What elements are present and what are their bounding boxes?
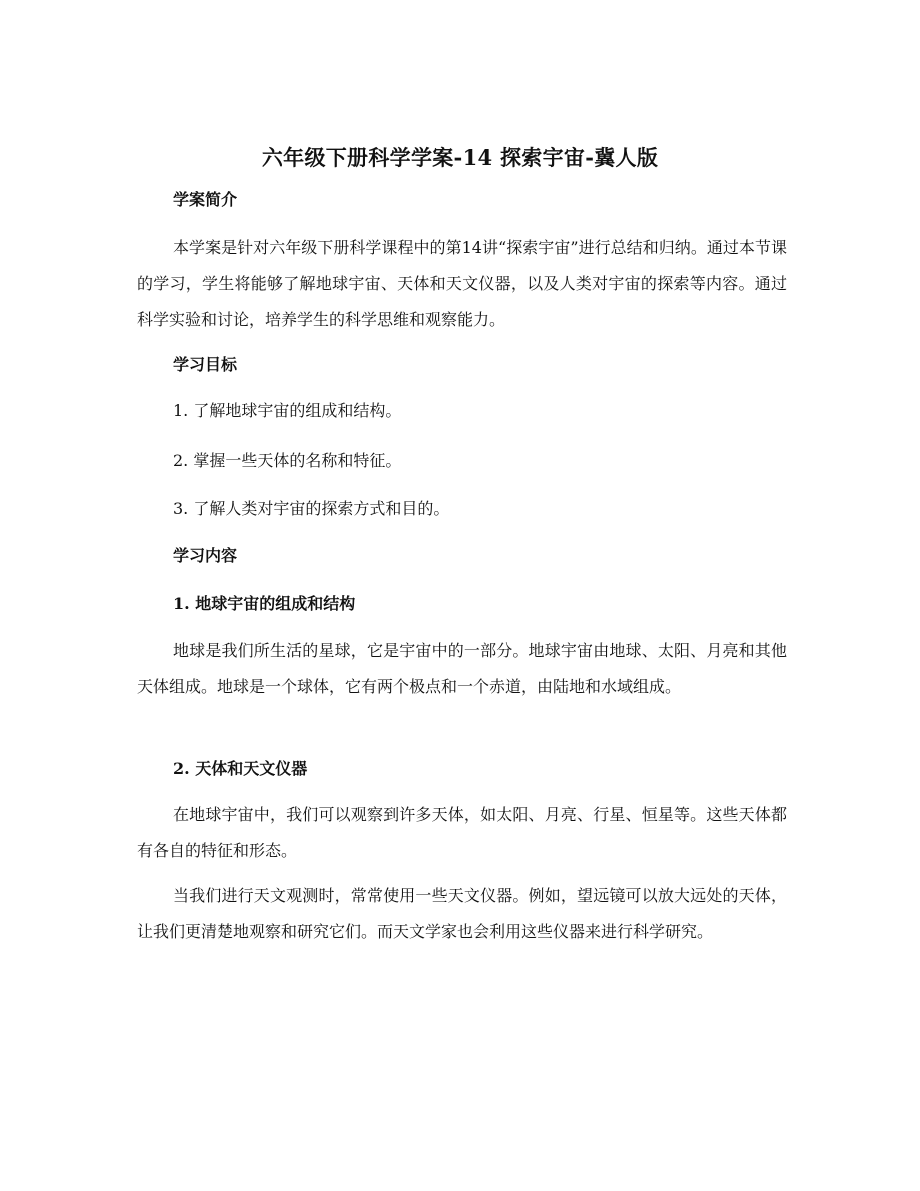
subsection-2-paragraph-1: 在地球宇宙中，我们可以观察到许多天体，如太阳、月亮、行星、恒星等。这些天体都有各自的特征和形态。 xyxy=(137,805,787,860)
section-heading-intro: 学案简介 xyxy=(173,190,238,209)
subsection-heading-2: 2. 天体和天文仪器 xyxy=(173,759,308,778)
subsection-1-paragraph: 地球是我们所生活的星球，它是宇宙中的一部分。地球宇宙由地球、太阳、月亮和其他天体组成。地球是一个球体，它有两个极点和一个赤道，由陆地和水域组成。 xyxy=(137,641,787,696)
subsection-heading-1: 1. 地球宇宙的组成和结构 xyxy=(173,594,356,613)
subsection-2-paragraph-2: 当我们进行天文观测时，常常使用一些天文仪器。例如，望远镜可以放大远处的天体，让我们更清楚地观察和研究它们。而天文学家也会利用这些仪器来进行科学研究。 xyxy=(137,886,787,941)
intro-paragraph: 本学案是针对六年级下册科学课程中的第14讲“探索宇宙”进行总结和归纳。通过本节课的学习，学生将能够了解地球宇宙、天体和天文仪器，以及人类对宇宙的探索等内容。通过科学实验和讨论，培养学生的科学思维和观察能力。 xyxy=(137,238,787,329)
goal-item-3: 3. 了解人类对宇宙的探索方式和目的。 xyxy=(173,499,450,518)
goal-item-1: 1. 了解地球宇宙的组成和结构。 xyxy=(173,401,402,420)
section-heading-content: 学习内容 xyxy=(173,546,238,565)
section-heading-goals: 学习目标 xyxy=(173,355,238,374)
page-title: 六年级下册科学学案-14 探索宇宙-冀人版 xyxy=(261,145,659,170)
goal-item-2: 2. 掌握一些天体的名称和特征。 xyxy=(173,451,402,470)
